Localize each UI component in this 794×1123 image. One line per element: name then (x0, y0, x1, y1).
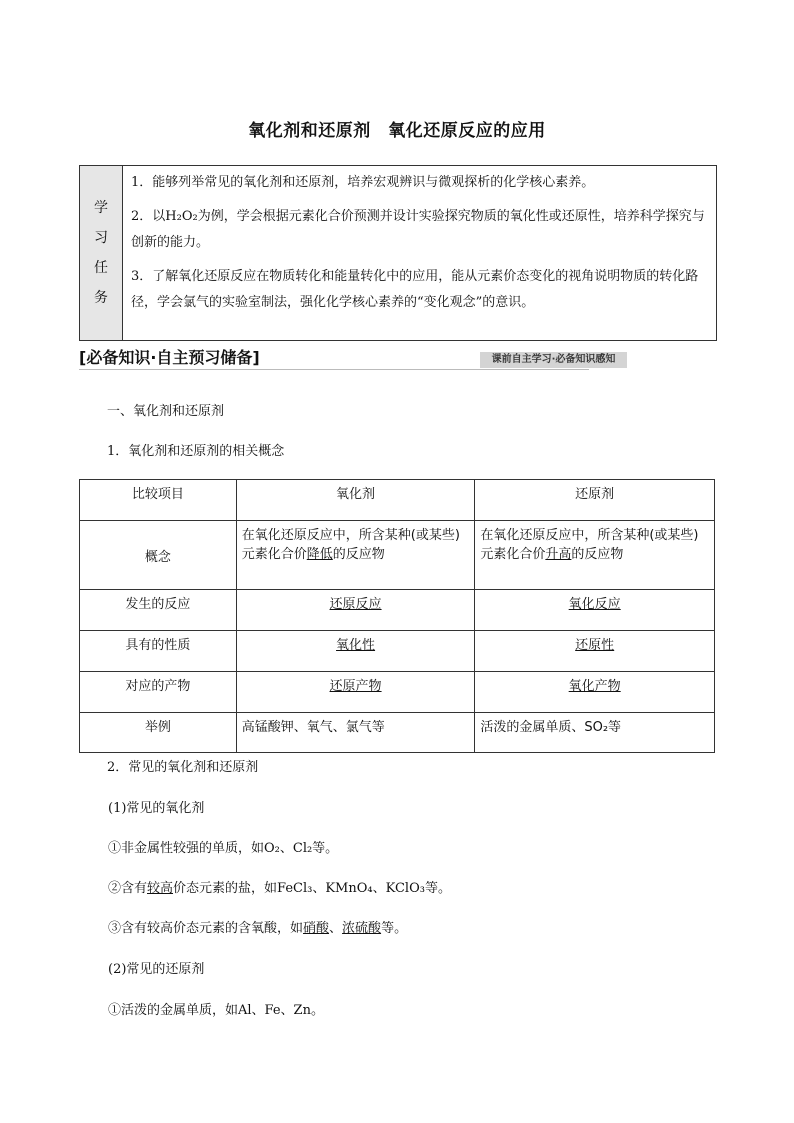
oxidant-item: ①非金属性较强的单质，如O₂、Cl₂等。 (108, 841, 339, 856)
page-title: 氧化剂和还原剂 氧化还原反应的应用 (248, 121, 546, 141)
subheading-concepts: 1．氧化剂和还原剂的相关概念 (107, 444, 285, 459)
cell-reductant: 氧化反应 (475, 590, 715, 631)
learning-tasks-label (80, 166, 123, 340)
table-row (80, 713, 715, 753)
example-oxidant: 高锰酸钾、氧气、氯气等 (236, 713, 475, 753)
learning-tasks-box (79, 165, 717, 341)
row-label: 发生的反应 (80, 590, 237, 631)
reductant-item: ①活泼的金属单质，如Al、Fe、Zn。 (108, 1003, 324, 1018)
table-header: 氧化剂 (236, 480, 475, 521)
learning-tasks-list (123, 166, 716, 340)
side-char: 习 (94, 230, 108, 246)
cell-reductant: 还原性 (475, 631, 715, 672)
reductants-heading: (2)常见的还原剂 (108, 962, 205, 977)
oxidants-heading: (1)常见的氧化剂 (108, 801, 205, 816)
concept-oxidant: 在氧化还原反应中，所含某种(或某些)元素化合价降低的反应物 (236, 521, 475, 590)
table-header: 还原剂 (475, 480, 715, 521)
side-char: 务 (94, 290, 108, 306)
cell-oxidant: 氧化性 (236, 631, 475, 672)
oxidant-item: ②含有较高价态元素的盐，如FeCl₃、KMnO₄、KClO₃等。 (108, 881, 451, 896)
oxidant-item: ③含有较高价态元素的含氧酸，如硝酸、浓硫酸等。 (108, 921, 408, 936)
section-badge: 课前自主学习·必备知识感知 (480, 352, 627, 368)
concept-reductant: 在氧化还原反应中，所含某种(或某些)元素化合价升高的反应物 (475, 521, 715, 590)
task-item: 2．以H₂O₂为例，学会根据元素化合价预测并设计实验探究物质的氧化性或还原性，培养科学探究与创新的能力。 (131, 209, 705, 250)
cell-oxidant: 还原产物 (236, 672, 475, 713)
cell-oxidant: 还原反应 (236, 590, 475, 631)
section-heading: [必备知识·自主预习储备] (79, 345, 589, 370)
task-item: 3．了解氧化还原反应在物质转化和能量转化中的应用，能从元素价态变化的视角说明物质的转化路径，学会氯气的实验室制法，强化化学核心素养的“变化观念”的意识。 (131, 269, 699, 310)
table-row (80, 631, 715, 672)
task-item: 1．能够列举常见的氧化剂和还原剂，培养宏观辨识与微观探析的化学核心素养。 (131, 175, 595, 190)
table-header: 比较项目 (80, 480, 237, 521)
table-row (80, 590, 715, 631)
subheading-common: 2．常见的氧化剂和还原剂 (107, 760, 259, 775)
table-row (80, 672, 715, 713)
row-label: 举例 (80, 713, 237, 753)
row-label: 概念 (80, 521, 237, 590)
table-row (80, 480, 715, 521)
side-char: 学 (94, 200, 108, 216)
cell-reductant: 氧化产物 (475, 672, 715, 713)
comparison-table (79, 479, 715, 753)
side-char: 任 (94, 260, 108, 276)
row-label: 具有的性质 (80, 631, 237, 672)
example-reductant: 活泼的金属单质、SO₂等 (475, 713, 715, 753)
table-row (80, 521, 715, 590)
row-label: 对应的产物 (80, 672, 237, 713)
part-heading: 一、氧化剂和还原剂 (107, 404, 225, 419)
